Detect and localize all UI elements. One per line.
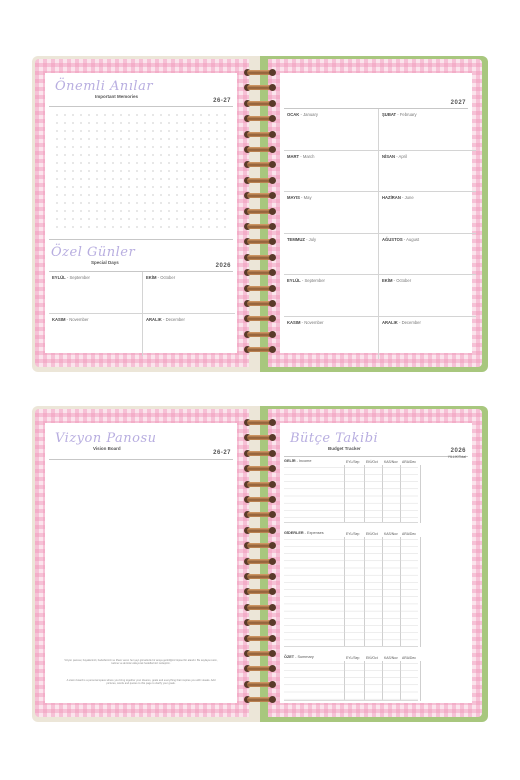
- memories-title: Önemli Anılar: [55, 79, 154, 94]
- spiral-ring: [240, 418, 280, 428]
- spiral-ring: [240, 449, 280, 459]
- month-cell[interactable]: HAZİRAN - June: [379, 192, 476, 234]
- spiral-ring: [240, 557, 280, 567]
- left-page: [35, 59, 249, 367]
- budget-tracker-sheet: [280, 423, 472, 703]
- spiral-ring: [240, 634, 280, 644]
- month-column-header: EYL/Sep: [346, 460, 360, 464]
- spiral-ring: [240, 649, 280, 659]
- spiral-ring: [240, 510, 280, 520]
- spiral-ring: [240, 664, 280, 674]
- right-page: [268, 409, 482, 717]
- memories-subtitle: Important Memories: [95, 94, 139, 99]
- month-cell[interactable]: KASIM - November: [284, 317, 379, 359]
- spiral-ring: [240, 284, 280, 294]
- divider: [49, 239, 233, 240]
- spiral-ring: [240, 99, 280, 109]
- spiral-ring: [240, 130, 280, 140]
- spiral-ring: [240, 695, 280, 705]
- special-days-subtitle: Special Days: [91, 260, 119, 265]
- divider: [284, 456, 468, 457]
- vision-info-tr: Vizyon panosu; hayallerinizi, hedeflerinizi ve ilham veren her şeyi görsellerle bir araya getirdiğiniz kişisel bir alandır. Bu sayfaya resim, kelime ve alıntılar ekleyerek hedeflerinizi netleştirin.: [64, 659, 218, 666]
- spiral-ring: [240, 176, 280, 186]
- budget-year: 2026: [450, 448, 466, 454]
- spiral-ring: [240, 160, 280, 170]
- spiral-ring: [240, 237, 280, 247]
- spiral-ring: [240, 587, 280, 597]
- spiral-ring: [240, 572, 280, 582]
- spiral-ring: [240, 480, 280, 490]
- spiral-ring: [240, 191, 280, 201]
- spiral-ring: [240, 345, 280, 355]
- spiral-ring: [240, 68, 280, 78]
- spiral-ring: [240, 330, 280, 340]
- month-column-header: ARA/Dec: [402, 460, 416, 464]
- month-cell[interactable]: TEMMUZ - July: [284, 234, 379, 276]
- left-page: [35, 409, 249, 717]
- right-page: [268, 59, 482, 367]
- calendar-2027-sheet: [280, 73, 472, 353]
- divider: [49, 106, 233, 107]
- budget-section: GİDERLER - Expenses EYL/Sep EKİ/Oct KAS/Nov ARA/Dec: [284, 531, 468, 647]
- spiral-ring: [240, 299, 280, 309]
- month-column-header: ARA/Dec: [402, 656, 416, 660]
- spiral-ring: [240, 314, 280, 324]
- spiral-ring: [240, 253, 280, 263]
- budget-subtitle: Budget Tracker: [328, 446, 361, 451]
- dot-grid: [53, 111, 229, 231]
- planner-spread-vision-budget: [32, 406, 488, 722]
- spiral-ring: [240, 207, 280, 217]
- spiral-ring: [240, 541, 280, 551]
- spiral-ring: [240, 83, 280, 93]
- spiral-binding: [240, 68, 280, 358]
- spiral-ring: [240, 603, 280, 613]
- month-cell[interactable]: MAYIS - May: [284, 192, 379, 234]
- vision-board-subtitle: Vision Board: [93, 446, 121, 451]
- budget-section: ÖZET - Summary EYL/Sep EKİ/Oct KAS/Nov ARA/Dec: [284, 655, 468, 701]
- spiral-ring: [240, 680, 280, 690]
- spiral-ring: [240, 222, 280, 232]
- vision-info-en: A vision board is a personal space where you bring together your dreams, goals and everything that inspires you with visuals. Add pictures, words and quotes to this page to clarify your goals.: [66, 679, 216, 686]
- month-cell[interactable]: ARALIK - December: [146, 317, 185, 322]
- month-column-header: KAS/Nov: [384, 532, 398, 536]
- planner-spread-memories: [32, 56, 488, 372]
- month-cell[interactable]: AĞUSTOS - August: [379, 234, 476, 276]
- month-cell[interactable]: EYLÜL - September: [49, 272, 143, 314]
- month-column-header: EKİ/Oct: [366, 460, 378, 464]
- memories-sheet: [45, 73, 237, 353]
- entry-lines[interactable]: [284, 663, 418, 701]
- spiral-ring: [240, 114, 280, 124]
- month-column-header: KAS/Nov: [384, 656, 398, 660]
- month-cell[interactable]: EYLÜL - September: [284, 275, 379, 317]
- month-column-header: EKİ/Oct: [366, 532, 378, 536]
- month-cell[interactable]: KASIM - November: [49, 314, 143, 356]
- vision-board-title: Vizyon Panosu: [55, 431, 157, 446]
- month-cell[interactable]: EKİM - October: [379, 275, 476, 317]
- month-column-header: EYL/Sep: [346, 532, 360, 536]
- month-cell[interactable]: NİSAN - April: [379, 151, 476, 193]
- entry-lines[interactable]: [284, 539, 418, 647]
- month-column-header: EYL/Sep: [346, 656, 360, 660]
- entry-lines[interactable]: [284, 467, 418, 523]
- month-column-header: EKİ/Oct: [366, 656, 378, 660]
- vision-board-year: 26-27: [213, 450, 231, 456]
- special-days-year: 2026: [215, 263, 231, 269]
- month-cell[interactable]: ARALIK - December: [382, 320, 421, 325]
- month-cell[interactable]: EKİM - October: [143, 272, 235, 314]
- annual-total-header: YILLIK/Total: [447, 455, 466, 459]
- spiral-binding: [240, 418, 280, 708]
- divider: [49, 459, 233, 460]
- special-days-title: Özel Günler: [51, 245, 136, 260]
- calendar-year: 2027: [450, 100, 466, 106]
- spiral-ring: [240, 495, 280, 505]
- vision-board-sheet: [45, 423, 237, 703]
- spiral-ring: [240, 526, 280, 536]
- month-column-header: KAS/Nov: [384, 460, 398, 464]
- month-column-header: ARA/Dec: [402, 532, 416, 536]
- budget-section: GELİR - Income EYL/Sep EKİ/Oct KAS/Nov ARA/Dec YILLIK/Total: [284, 459, 468, 523]
- spiral-ring: [240, 145, 280, 155]
- spiral-ring: [240, 464, 280, 474]
- month-cell[interactable]: OCAK - January: [284, 109, 379, 151]
- spiral-ring: [240, 268, 280, 278]
- month-cell[interactable]: MART - March: [284, 151, 379, 193]
- memories-year: 26-27: [213, 98, 231, 104]
- budget-title: Bütçe Takibi: [290, 431, 379, 446]
- spiral-ring: [240, 433, 280, 443]
- month-cell[interactable]: ŞUBAT - February: [379, 109, 476, 151]
- spiral-ring: [240, 618, 280, 628]
